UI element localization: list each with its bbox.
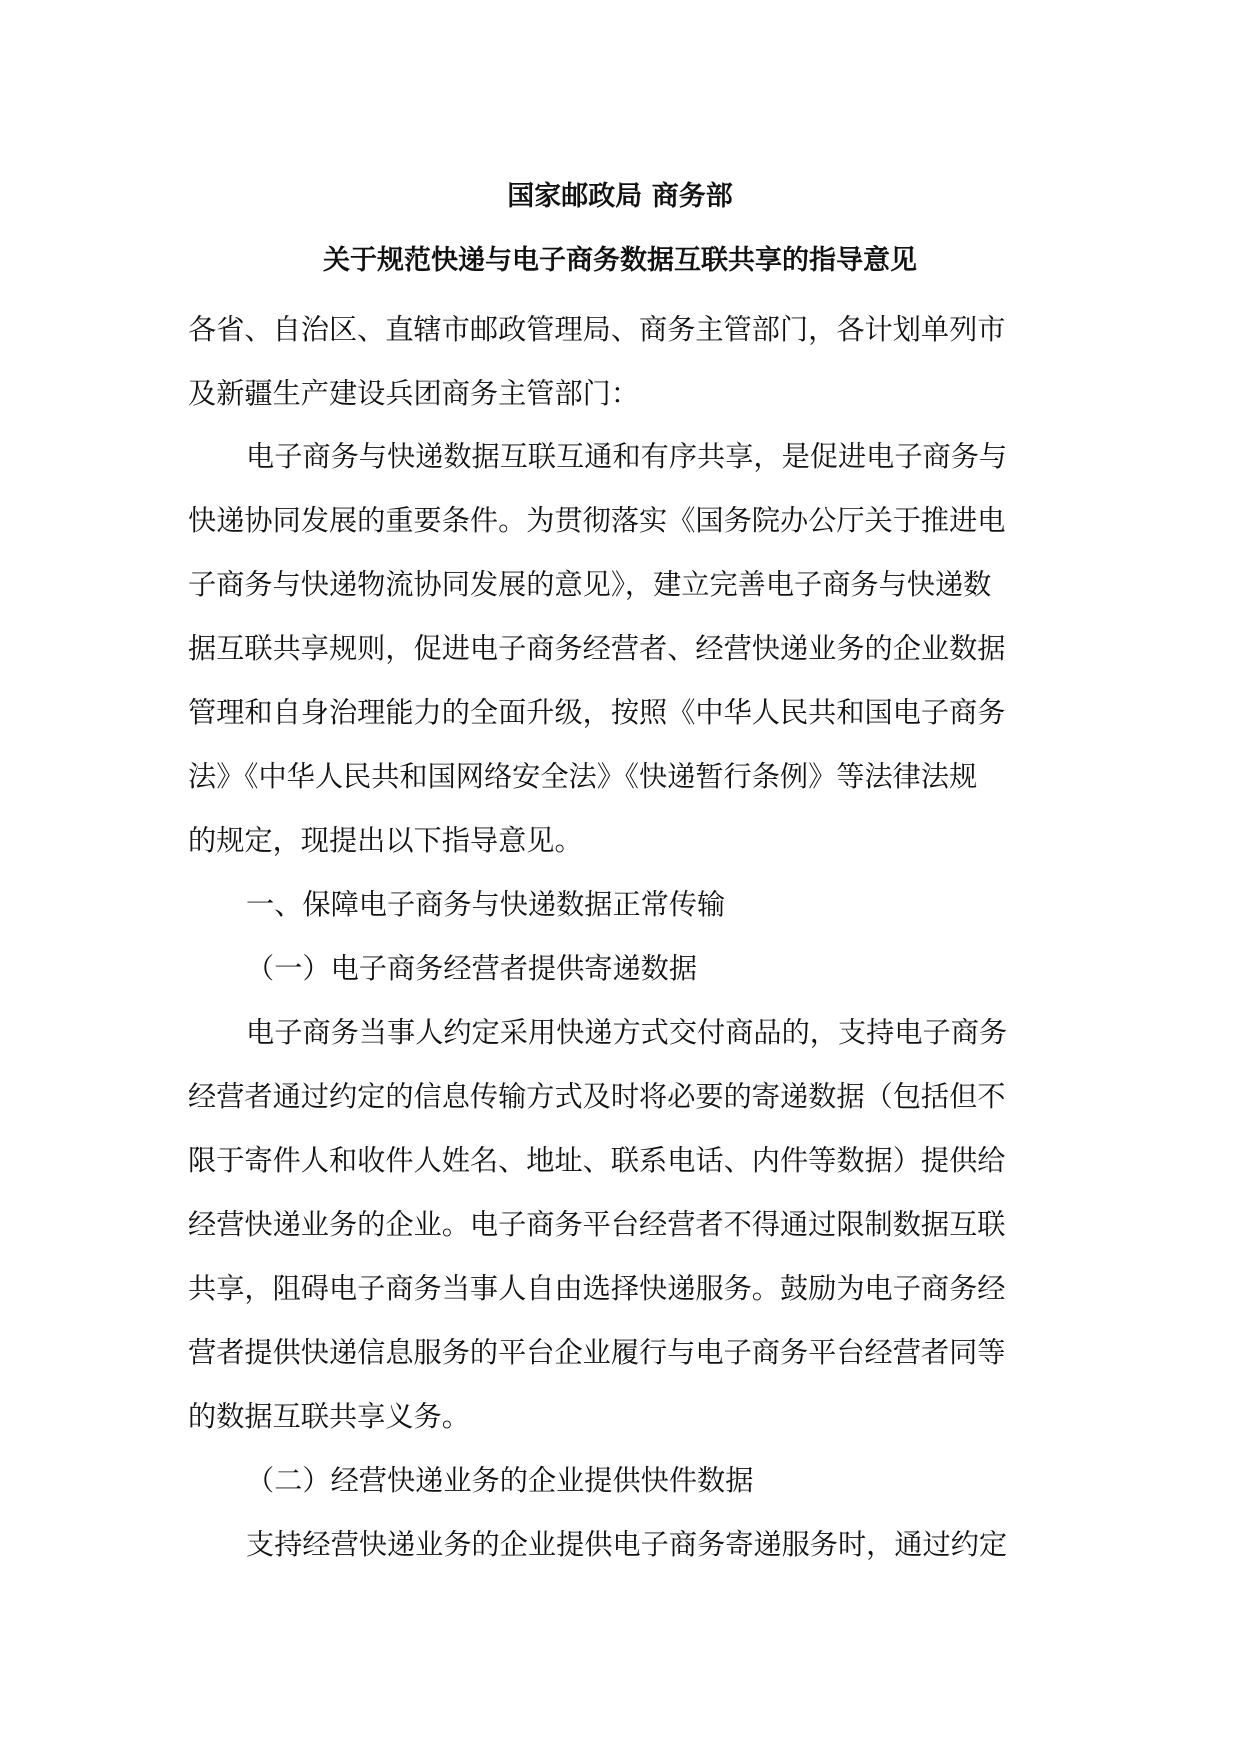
- subsection-heading: （一）电子商务经营者提供寄递数据: [246, 952, 698, 985]
- paragraph-line: 支持经营快递业务的企业提供电子商务寄递服务时，通过约定: [246, 1528, 1008, 1561]
- addressee-line: 及新疆生产建设兵团商务主管部门：: [188, 377, 640, 410]
- paragraph-line: 的数据互联共享义务。: [188, 1400, 470, 1433]
- paragraph-line: 限于寄件人和收件人姓名、地址、联系电话、内件等数据）提供给: [188, 1144, 1006, 1177]
- paragraph-line: 经营者通过约定的信息传输方式及时将必要的寄递数据（包括但不: [188, 1080, 1006, 1113]
- paragraph-line: 经营快递业务的企业。电子商务平台经营者不得通过限制数据互联: [188, 1208, 1006, 1241]
- paragraph-line: 快递协同发展的重要条件。为贯彻落实《国务院办公厅关于推进电: [188, 504, 1006, 537]
- paragraph-line: 管理和自身治理能力的全面升级，按照《中华人民共和国电子商务: [188, 696, 1006, 729]
- addressee-line: 各省、自治区、直辖市邮政管理局、商务主管部门，各计划单列市: [188, 313, 1006, 346]
- issuer-title: 国家邮政局 商务部: [507, 181, 733, 212]
- paragraph-line: 共享，阻碍电子商务当事人自由选择快递服务。鼓励为电子商务经: [188, 1272, 1006, 1305]
- paragraph-line: 的规定，现提出以下指导意见。: [188, 824, 583, 857]
- document-title: 关于规范快递与电子商务数据互联共享的指导意见: [323, 245, 917, 276]
- paragraph-line: 电子商务当事人约定采用快递方式交付商品的，支持电子商务: [246, 1016, 1008, 1049]
- paragraph-line: 电子商务与快递数据互联互通和有序共享，是促进电子商务与: [246, 440, 1008, 473]
- section-heading: 一、保障电子商务与快递数据正常传输: [246, 888, 726, 921]
- paragraph-line: 营者提供快递信息服务的平台企业履行与电子商务平台经营者同等: [188, 1336, 1006, 1369]
- paragraph-line: 法》《中华人民共和国网络安全法》《快递暂行条例》等法律法规: [188, 760, 978, 793]
- paragraph-line: 子商务与快递物流协同发展的意见》，建立完善电子商务与快递数: [188, 568, 992, 601]
- subsection-heading: （二）经营快递业务的企业提供快件数据: [246, 1464, 754, 1497]
- paragraph-line: 据互联共享规则，促进电子商务经营者、经营快递业务的企业数据: [188, 632, 1006, 665]
